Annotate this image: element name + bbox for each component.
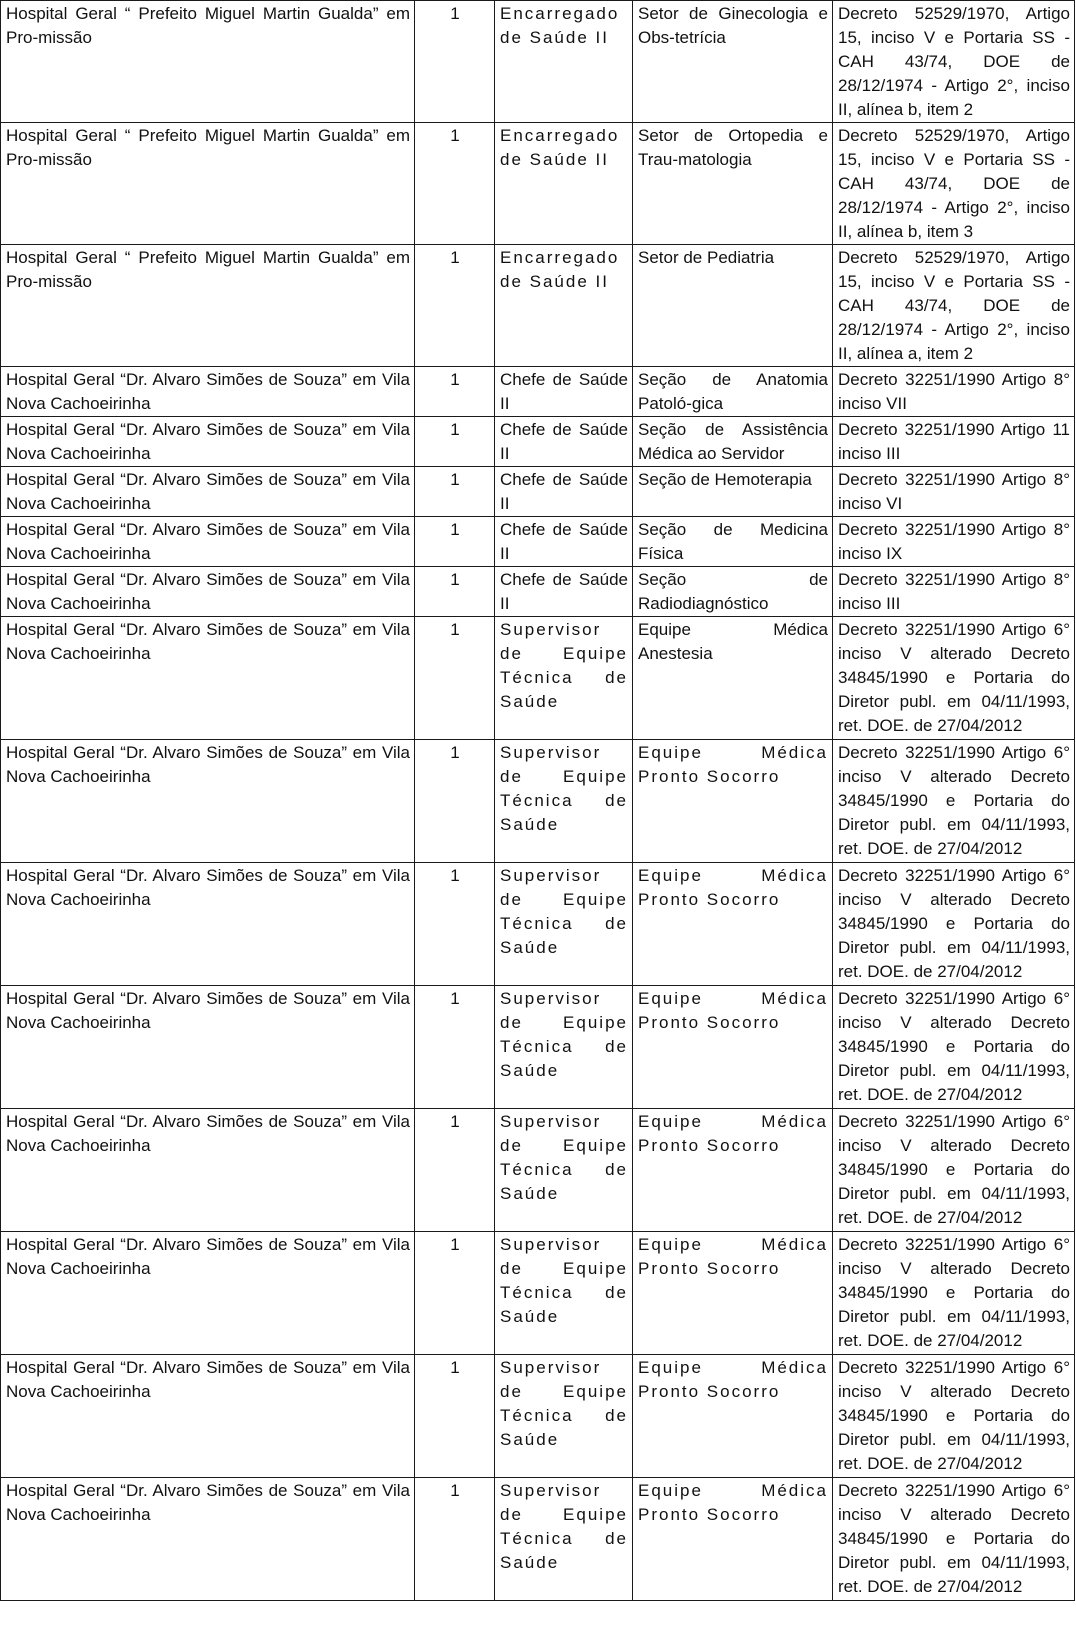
unit-cell: Hospital Geral “ Prefeito Miguel Martin Gualda” em Pro-missão xyxy=(1,245,415,367)
legal-basis-cell: Decreto 32251/1990 Artigo 8° inciso VII xyxy=(833,367,1075,417)
role-cell: Chefe de Saúde II xyxy=(495,467,633,517)
role-cell: Supervisor de Equipe Técnica de Saúde xyxy=(495,1478,633,1601)
unit-cell: Hospital Geral “Dr. Alvaro Simões de Souza” em Vila Nova Cachoeirinha xyxy=(1,617,415,740)
legal-basis-cell: Decreto 32251/1990 Artigo 8° inciso III xyxy=(833,567,1075,617)
legal-basis-cell: Decreto 52529/1970, Artigo 15, inciso V e Portaria SS - CAH 43/74, DOE de 28/12/1974 - Artigo 2°, inciso II, alínea b, item 2 xyxy=(833,1,1075,123)
unit-cell: Hospital Geral “ Prefeito Miguel Martin Gualda” em Pro-missão xyxy=(1,1,415,123)
role-cell: Chefe de Saúde II xyxy=(495,417,633,467)
legal-basis-cell: Decreto 32251/1990 Artigo 6° inciso V alterado Decreto 34845/1990 e Portaria do Diretor publ. em 04/11/1993, ret. DOE. de 27/04/2012 xyxy=(833,1478,1075,1601)
role-cell: Chefe de Saúde II xyxy=(495,517,633,567)
legal-basis-cell: Decreto 52529/1970, Artigo 15, inciso V e Portaria SS - CAH 43/74, DOE de 28/12/1974 - Artigo 2°, inciso II, alínea a, item 2 xyxy=(833,245,1075,367)
role-cell: Supervisor de Equipe Técnica de Saúde xyxy=(495,986,633,1109)
quantity-cell: 1 xyxy=(415,245,495,367)
sector-cell: Setor de Pediatria xyxy=(633,245,833,367)
legal-basis-cell: Decreto 52529/1970, Artigo 15, inciso V e Portaria SS - CAH 43/74, DOE de 28/12/1974 - Artigo 2°, inciso II, alínea b, item 3 xyxy=(833,123,1075,245)
table-row xyxy=(1,1355,1075,1478)
sector-cell: Equipe Médica Pronto Socorro xyxy=(633,740,833,863)
table-row xyxy=(1,123,1075,245)
legal-basis-cell: Decreto 32251/1990 Artigo 6° inciso V alterado Decreto 34845/1990 e Portaria do Diretor publ. em 04/11/1993, ret. DOE. de 27/04/2012 xyxy=(833,1355,1075,1478)
unit-cell: Hospital Geral “Dr. Alvaro Simões de Souza” em Vila Nova Cachoeirinha xyxy=(1,417,415,467)
role-cell: Supervisor de Equipe Técnica de Saúde xyxy=(495,1109,633,1232)
table-row xyxy=(1,740,1075,863)
unit-cell: Hospital Geral “Dr. Alvaro Simões de Souza” em Vila Nova Cachoeirinha xyxy=(1,1109,415,1232)
quantity-cell: 1 xyxy=(415,863,495,986)
unit-cell: Hospital Geral “Dr. Alvaro Simões de Souza” em Vila Nova Cachoeirinha xyxy=(1,863,415,986)
table-row xyxy=(1,567,1075,617)
quantity-cell: 1 xyxy=(415,1478,495,1601)
sector-cell: Seção de Anatomia Patoló-gica xyxy=(633,367,833,417)
sector-cell: Seção de Medicina Física xyxy=(633,517,833,567)
table-row xyxy=(1,617,1075,740)
table-row xyxy=(1,467,1075,517)
table-row xyxy=(1,367,1075,417)
table-row xyxy=(1,1,1075,123)
sector-cell: Equipe Médica Pronto Socorro xyxy=(633,986,833,1109)
sector-cell: Seção de Hemoterapia xyxy=(633,467,833,517)
legal-basis-cell: Decreto 32251/1990 Artigo 6° inciso V alterado Decreto 34845/1990 e Portaria do Diretor publ. em 04/11/1993, ret. DOE. de 27/04/2012 xyxy=(833,986,1075,1109)
sector-cell: Equipe Médica Pronto Socorro xyxy=(633,1232,833,1355)
legal-basis-cell: Decreto 32251/1990 Artigo 6° inciso V alterado Decreto 34845/1990 e Portaria do Diretor publ. em 04/11/1993, ret. DOE. de 27/04/2012 xyxy=(833,740,1075,863)
unit-cell: Hospital Geral “Dr. Alvaro Simões de Souza” em Vila Nova Cachoeirinha xyxy=(1,367,415,417)
legal-basis-cell: Decreto 32251/1990 Artigo 8° inciso VI xyxy=(833,467,1075,517)
quantity-cell: 1 xyxy=(415,367,495,417)
role-cell: Supervisor de Equipe Técnica de Saúde xyxy=(495,740,633,863)
sector-cell: Equipe Médica Pronto Socorro xyxy=(633,1109,833,1232)
table-row xyxy=(1,863,1075,986)
quantity-cell: 1 xyxy=(415,123,495,245)
role-cell: Supervisor de Equipe Técnica de Saúde xyxy=(495,863,633,986)
quantity-cell: 1 xyxy=(415,986,495,1109)
table-row xyxy=(1,245,1075,367)
role-cell: Supervisor de Equipe Técnica de Saúde xyxy=(495,617,633,740)
role-cell: Encarregado de Saúde II xyxy=(495,245,633,367)
table-row xyxy=(1,1478,1075,1601)
legal-basis-cell: Decreto 32251/1990 Artigo 6° inciso V alterado Decreto 34845/1990 e Portaria do Diretor publ. em 04/11/1993, ret. DOE. de 27/04/2012 xyxy=(833,1232,1075,1355)
sector-cell: Equipe Médica Pronto Socorro xyxy=(633,1355,833,1478)
sector-cell: Setor de Ginecologia e Obs-tetrícia xyxy=(633,1,833,123)
role-cell: Chefe de Saúde II xyxy=(495,567,633,617)
table-row xyxy=(1,417,1075,467)
legal-basis-cell: Decreto 32251/1990 Artigo 11 inciso III xyxy=(833,417,1075,467)
sector-cell: Seção de Radiodiagnóstico xyxy=(633,567,833,617)
quantity-cell: 1 xyxy=(415,1,495,123)
table-row xyxy=(1,1232,1075,1355)
quantity-cell: 1 xyxy=(415,567,495,617)
role-cell: Encarregado de Saúde II xyxy=(495,123,633,245)
quantity-cell: 1 xyxy=(415,617,495,740)
unit-cell: Hospital Geral “Dr. Alvaro Simões de Souza” em Vila Nova Cachoeirinha xyxy=(1,740,415,863)
legal-basis-cell: Decreto 32251/1990 Artigo 6° inciso V alterado Decreto 34845/1990 e Portaria do Diretor publ. em 04/11/1993, ret. DOE. de 27/04/2012 xyxy=(833,617,1075,740)
legal-basis-cell: Decreto 32251/1990 Artigo 6° inciso V alterado Decreto 34845/1990 e Portaria do Diretor publ. em 04/11/1993, ret. DOE. de 27/04/2012 xyxy=(833,1109,1075,1232)
unit-cell: Hospital Geral “Dr. Alvaro Simões de Souza” em Vila Nova Cachoeirinha xyxy=(1,1232,415,1355)
legal-basis-cell: Decreto 32251/1990 Artigo 8° inciso IX xyxy=(833,517,1075,567)
unit-cell: Hospital Geral “Dr. Alvaro Simões de Souza” em Vila Nova Cachoeirinha xyxy=(1,1355,415,1478)
table-row xyxy=(1,986,1075,1109)
quantity-cell: 1 xyxy=(415,417,495,467)
unit-cell: Hospital Geral “Dr. Alvaro Simões de Souza” em Vila Nova Cachoeirinha xyxy=(1,567,415,617)
sector-cell: Seção de Assistência Médica ao Servidor xyxy=(633,417,833,467)
sector-cell: Setor de Ortopedia e Trau-matologia xyxy=(633,123,833,245)
quantity-cell: 1 xyxy=(415,467,495,517)
quantity-cell: 1 xyxy=(415,1355,495,1478)
quantity-cell: 1 xyxy=(415,740,495,863)
quantity-cell: 1 xyxy=(415,1109,495,1232)
quantity-cell: 1 xyxy=(415,1232,495,1355)
role-cell: Chefe de Saúde II xyxy=(495,367,633,417)
role-cell: Encarregado de Saúde II xyxy=(495,1,633,123)
table-body xyxy=(1,1,1075,1601)
legal-basis-cell: Decreto 32251/1990 Artigo 6° inciso V alterado Decreto 34845/1990 e Portaria do Diretor publ. em 04/11/1993, ret. DOE. de 27/04/2012 xyxy=(833,863,1075,986)
table-row xyxy=(1,1109,1075,1232)
quantity-cell: 1 xyxy=(415,517,495,567)
unit-cell: Hospital Geral “Dr. Alvaro Simões de Souza” em Vila Nova Cachoeirinha xyxy=(1,517,415,567)
sector-cell: Equipe Médica Pronto Socorro xyxy=(633,1478,833,1601)
role-cell: Supervisor de Equipe Técnica de Saúde xyxy=(495,1232,633,1355)
unit-cell: Hospital Geral “Dr. Alvaro Simões de Souza” em Vila Nova Cachoeirinha xyxy=(1,986,415,1109)
table-row xyxy=(1,517,1075,567)
sector-cell: Equipe Médica Anestesia xyxy=(633,617,833,740)
unit-cell: Hospital Geral “Dr. Alvaro Simões de Souza” em Vila Nova Cachoeirinha xyxy=(1,467,415,517)
sector-cell: Equipe Médica Pronto Socorro xyxy=(633,863,833,986)
role-cell: Supervisor de Equipe Técnica de Saúde xyxy=(495,1355,633,1478)
unit-cell: Hospital Geral “ Prefeito Miguel Martin Gualda” em Pro-missão xyxy=(1,123,415,245)
unit-cell: Hospital Geral “Dr. Alvaro Simões de Souza” em Vila Nova Cachoeirinha xyxy=(1,1478,415,1601)
